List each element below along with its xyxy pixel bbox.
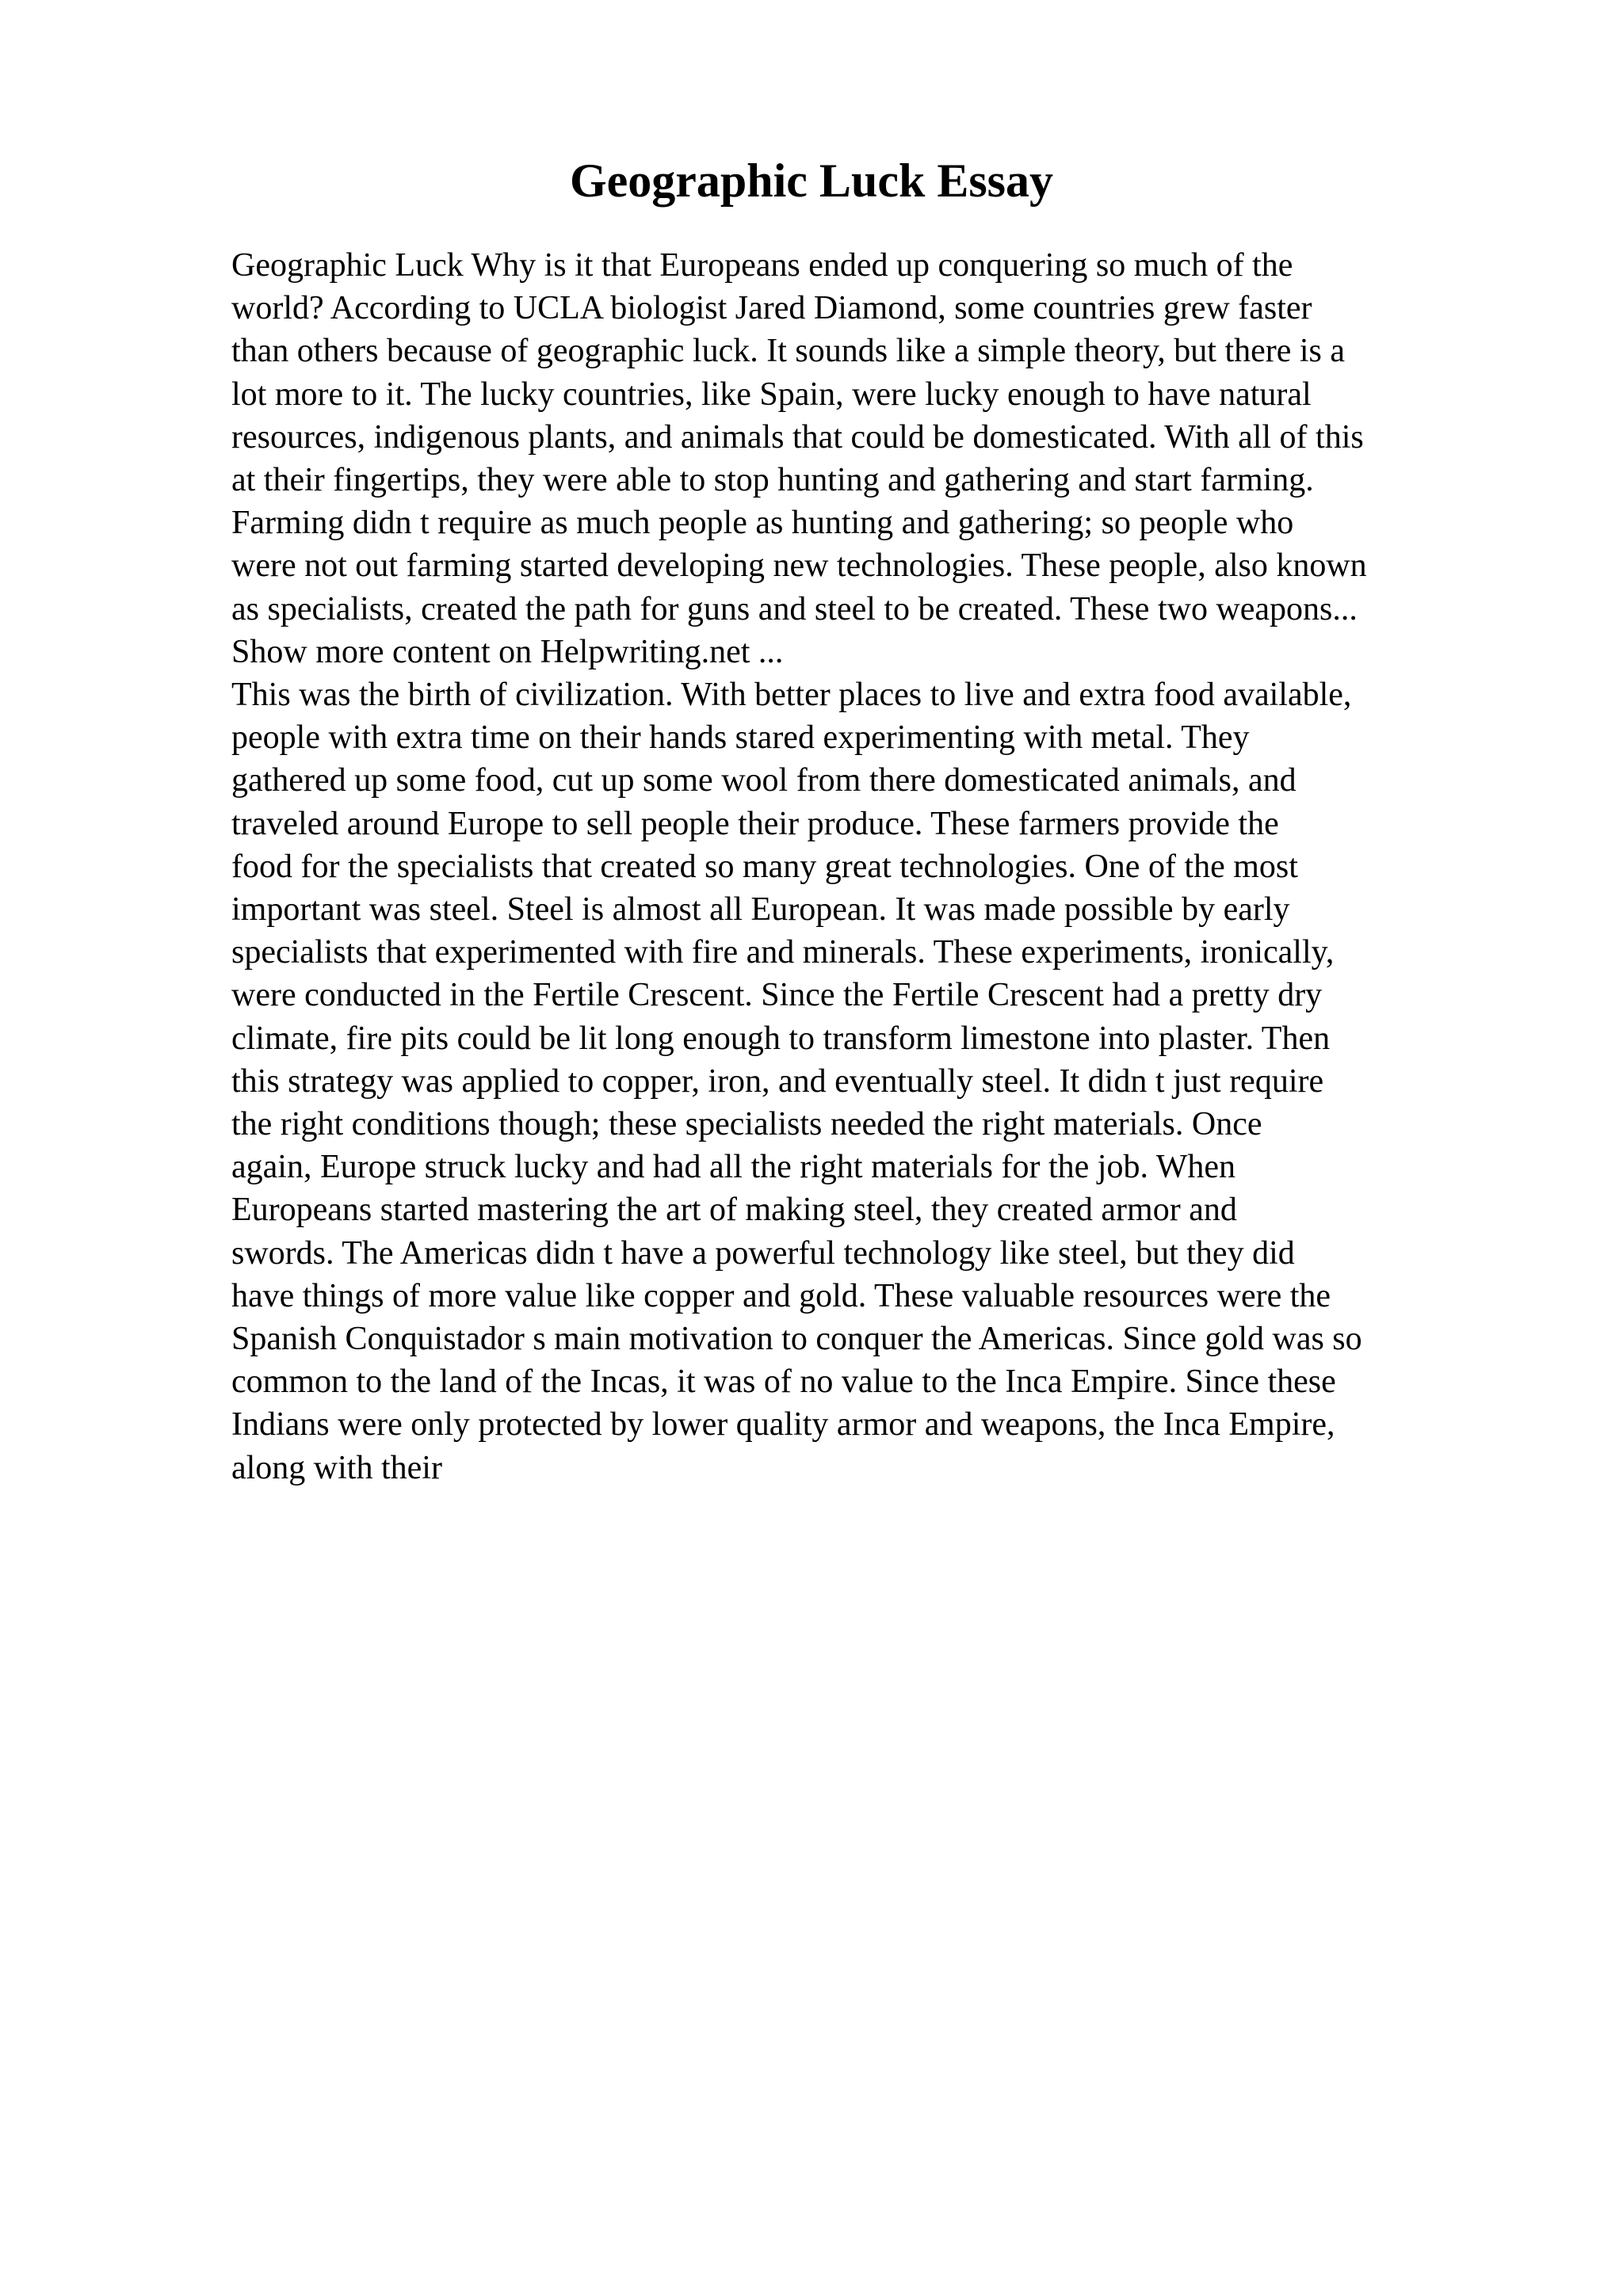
- text-line: climate, fire pits could be lit long enough to transform limestone into plaster. Then: [231, 1020, 1331, 1057]
- text-line: have things of more value like copper and gold. These valuable resources were the: [231, 1277, 1331, 1314]
- text-line: food for the specialists that created so many great technologies. One of the most: [231, 848, 1298, 885]
- text-line: common to the land of the Incas, it was of no value to the Inca Empire. Since these: [231, 1363, 1336, 1401]
- text-line: Spanish Conquistador s main motivation to conquer the Americas. Since gold was so: [231, 1321, 1362, 1358]
- text-line: Europeans started mastering the art of making steel, they created armor and: [231, 1192, 1237, 1229]
- text-line: resources, indigenous plants, and animals that could be domesticated. With all of this: [231, 418, 1364, 456]
- text-line: Farming didn t require as much people as hunting and gathering; so people who: [231, 505, 1294, 542]
- text-line: specialists that experimented with fire and minerals. These experiments, ironically,: [231, 934, 1335, 971]
- text-line: Geographic Luck Why is it that Europeans ended up conquering so much of the: [231, 247, 1293, 284]
- text-line: as specialists, created the path for guns and steel to be created. These two weapons...: [231, 590, 1358, 627]
- show-more-link[interactable]: Show more content on Helpwriting.net ...: [231, 633, 784, 670]
- text-line: Indians were only protected by lower quality armor and weapons, the Inca Empire,: [231, 1406, 1335, 1444]
- text-line: along with their: [231, 1449, 442, 1486]
- text-line: the right conditions though; these specialists needed the right materials. Once: [231, 1106, 1262, 1143]
- text-line: people with extra time on their hands stared experimenting with metal. They: [231, 719, 1250, 757]
- text-line: were not out farming started developing new technologies. These people, also known: [231, 547, 1367, 585]
- text-line: gathered up some food, cut up some wool from there domesticated animals, and: [231, 762, 1296, 799]
- text-line: world? According to UCLA biologist Jared Diamond, some countries grew faster: [231, 290, 1312, 327]
- text-line: were conducted in the Fertile Crescent. Since the Fertile Crescent had a pretty dry: [231, 977, 1323, 1014]
- text-line: important was steel. Steel is almost all European. It was made possible by early: [231, 891, 1290, 929]
- text-line: This was the birth of civilization. With better places to live and extra food available,: [231, 677, 1352, 714]
- document-title: Geographic Luck Essay: [569, 154, 1054, 207]
- text-line: than others because of geographic luck. It sounds like a simple theory, but there is a: [231, 333, 1346, 370]
- text-line: this strategy was applied to copper, iron, and eventually steel. It didn t just require: [231, 1062, 1324, 1100]
- text-line: traveled around Europe to sell people their produce. These farmers provide the: [231, 805, 1279, 842]
- text-line: at their fingertips, they were able to stop hunting and gathering and start farming.: [231, 462, 1314, 499]
- text-line: again, Europe struck lucky and had all the right materials for the job. When: [231, 1149, 1235, 1186]
- text-line: swords. The Americas didn t have a powerful technology like steel, but they did: [231, 1234, 1295, 1272]
- document-body: [231, 244, 1515, 1489]
- text-line: lot more to it. The lucky countries, like Spain, were lucky enough to have natural: [231, 376, 1312, 413]
